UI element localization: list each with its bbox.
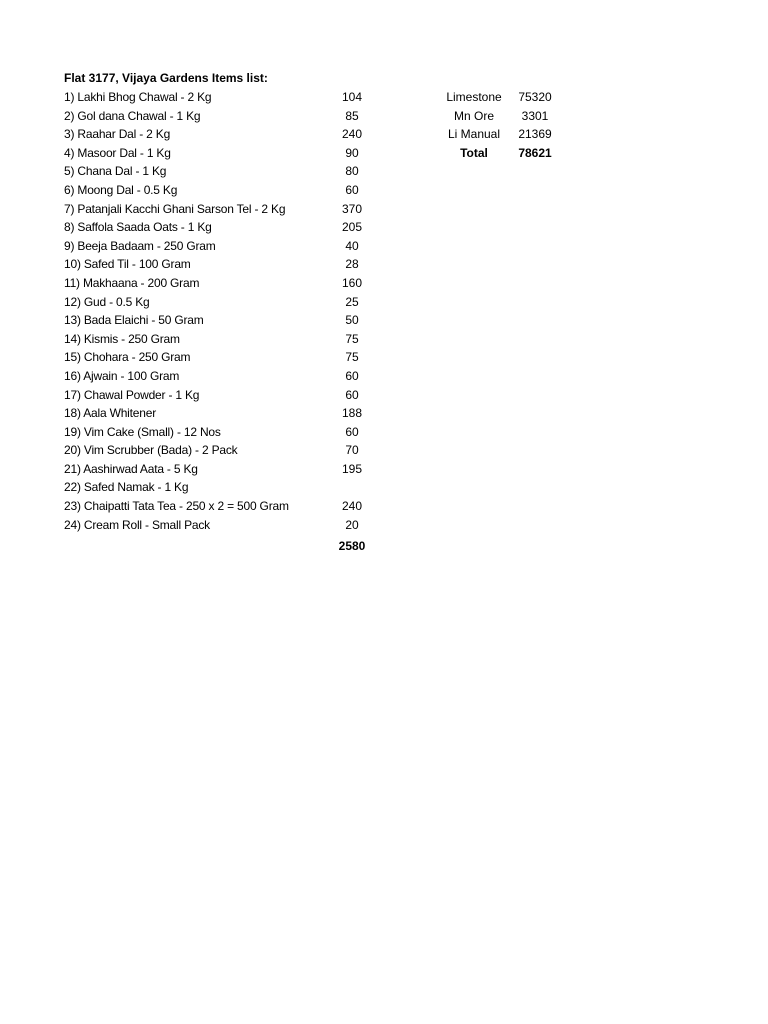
- summary-total-label: Total: [460, 145, 488, 160]
- item-price: 195: [341, 461, 363, 476]
- item-price: 60: [345, 182, 359, 197]
- list-item: [64, 498, 384, 517]
- item-label: 20) Vim Scrubber (Bada) - 2 Pack: [64, 443, 238, 458]
- summary-label: Limestone: [446, 90, 502, 104]
- list-item: [64, 349, 384, 368]
- summary-row: [432, 89, 572, 108]
- item-label: 15) Chohara - 250 Gram: [64, 350, 191, 365]
- item-label: 5) Chana Dal - 1 Kg: [64, 164, 167, 179]
- item-label: 23) Chaipatti Tata Tea - 250 x 2 = 500 Gram: [64, 499, 289, 514]
- list-item: [64, 479, 384, 498]
- item-label: 3) Raahar Dal - 2 Kg: [64, 127, 171, 142]
- item-label: 14) Kismis - 250 Gram: [64, 331, 180, 346]
- item-label: 16) Ajwain - 100 Gram: [64, 368, 180, 383]
- item-price: 60: [345, 424, 359, 439]
- list-item: [64, 108, 384, 127]
- item-label: 11) Makhaana - 200 Gram: [64, 275, 200, 290]
- summary-table: [432, 89, 572, 163]
- summary-total-row: [432, 145, 572, 164]
- item-price: 28: [345, 257, 359, 272]
- item-price: 240: [341, 127, 363, 142]
- item-label: 13) Bada Elaichi - 50 Gram: [64, 313, 204, 328]
- list-item: [64, 126, 384, 145]
- item-label: 18) Aala Whitener: [64, 406, 156, 421]
- list-item: [64, 275, 384, 294]
- item-price: 188: [341, 406, 363, 421]
- list-item: [64, 256, 384, 275]
- list-item: [64, 163, 384, 182]
- summary-row: [432, 108, 572, 127]
- list-item: [64, 145, 384, 164]
- item-label: 17) Chawal Powder - 1 Kg: [64, 387, 200, 402]
- item-label: 21) Aashirwad Aata - 5 Kg: [64, 461, 198, 476]
- item-price: 40: [345, 238, 359, 253]
- item-label: 2) Gol dana Chawal - 1 Kg: [64, 108, 201, 123]
- item-price: 90: [345, 145, 359, 160]
- summary-value: 75320: [518, 90, 552, 104]
- item-label: 6) Moong Dal - 0.5 Kg: [64, 182, 178, 197]
- summary-row: [432, 126, 572, 145]
- item-label: 10) Safed Til - 100 Gram: [64, 257, 191, 272]
- item-price: 205: [341, 220, 363, 235]
- summary-value: 21369: [518, 127, 552, 142]
- list-item: [64, 442, 384, 461]
- item-price: 85: [345, 108, 359, 123]
- item-label: 22) Safed Namak - 1 Kg: [64, 480, 189, 495]
- item-price: 20: [345, 517, 359, 532]
- list-item: [64, 368, 384, 387]
- summary-value: 3301: [521, 108, 549, 123]
- summary-label: Mn Ore: [453, 108, 494, 123]
- item-label: 9) Beeja Badaam - 250 Gram: [64, 238, 216, 253]
- item-price: 75: [345, 331, 359, 346]
- list-item: [64, 461, 384, 480]
- list-item: [64, 201, 384, 220]
- list-item: [64, 405, 384, 424]
- item-label: 12) Gud - 0.5 Kg: [64, 294, 150, 309]
- item-price: 25: [345, 294, 359, 309]
- list-item: [64, 517, 384, 536]
- item-price: 370: [341, 201, 363, 216]
- list-item: [64, 219, 384, 238]
- item-price: 240: [341, 499, 363, 514]
- summary-label: Li Manual: [447, 127, 501, 142]
- list-item: [64, 331, 384, 350]
- item-label: 24) Cream Roll - Small Pack: [64, 517, 210, 532]
- item-label: 8) Saffola Saada Oats - 1 Kg: [64, 220, 212, 235]
- list-item: [64, 424, 384, 443]
- item-price: 60: [345, 387, 359, 402]
- items-total: 2580: [338, 539, 366, 553]
- item-price: 75: [345, 350, 359, 365]
- list-title: Flat 3177, Vijaya Gardens Items list:: [64, 71, 268, 85]
- items-list: [64, 89, 384, 535]
- list-item: [64, 182, 384, 201]
- list-item: [64, 238, 384, 257]
- item-label: 1) Lakhi Bhog Chawal - 2 Kg: [64, 90, 212, 104]
- item-price: 50: [345, 313, 359, 328]
- list-item: [64, 294, 384, 313]
- item-label: 7) Patanjali Kacchi Ghani Sarson Tel - 2 Kg: [64, 201, 286, 216]
- item-price: 80: [345, 164, 359, 179]
- item-price: 60: [345, 368, 359, 383]
- list-item: [64, 89, 384, 108]
- item-price: 160: [341, 275, 363, 290]
- item-price: 104: [341, 90, 363, 104]
- item-label: 19) Vim Cake (Small) - 12 Nos: [64, 424, 221, 439]
- item-label: 4) Masoor Dal - 1 Kg: [64, 145, 171, 160]
- list-item: [64, 312, 384, 331]
- item-price: 70: [345, 443, 359, 458]
- list-item: [64, 387, 384, 406]
- summary-total-value: 78621: [518, 145, 552, 160]
